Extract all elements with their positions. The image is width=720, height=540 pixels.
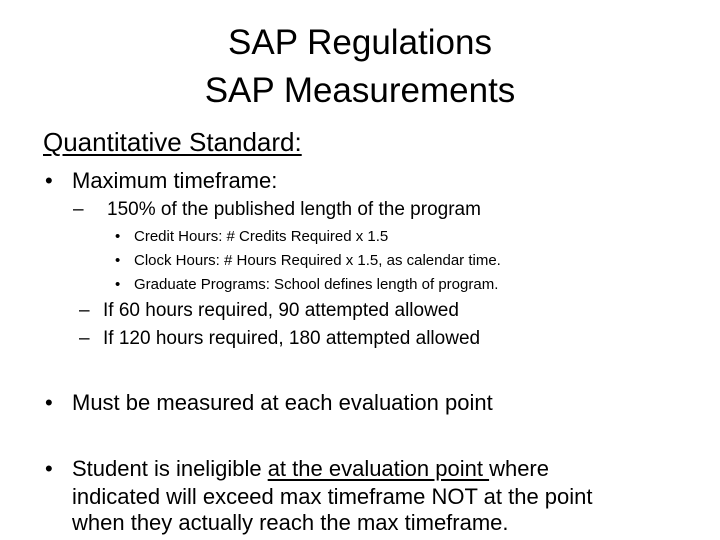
bullet-marker: • (45, 390, 53, 415)
dash-text: 150% of the published length of the program (107, 199, 481, 220)
bullet-text: Must be measured at each evaluation point (72, 390, 493, 415)
bullet-marker: • (115, 252, 121, 269)
sub-bullet-text: Credit Hours: # Credits Required x 1.5 (134, 228, 389, 245)
section-heading: Quantitative Standard: (43, 127, 302, 157)
ineligible-text-part-1: Student is ineligible (72, 456, 268, 481)
dash-text: If 60 hours required, 90 attempted allowed (103, 300, 459, 321)
bullet-text: Maximum timeframe: (72, 168, 278, 193)
bullet-marker: • (115, 228, 121, 245)
sub-bullet-text: Clock Hours: # Hours Required x 1.5, as calendar time. (134, 252, 501, 269)
dash-marker: – (79, 300, 90, 321)
bullet-text-line-3: when they actually reach the max timeframe. (72, 510, 509, 535)
dash-marker: – (79, 328, 90, 349)
dash-text: If 120 hours required, 180 attempted allowed (103, 328, 481, 349)
bullet-marker: • (45, 168, 53, 193)
dash-marker: – (73, 199, 84, 220)
slide-title-line-2: SAP Measurements (204, 71, 516, 110)
bullet-marker: • (45, 456, 53, 481)
ineligible-text-part-2: where (489, 456, 549, 481)
bullet-marker: • (115, 276, 121, 293)
sub-bullet-text: Graduate Programs: School defines length of program. (134, 276, 499, 293)
ineligible-underlined-phrase: at the evaluation point (267, 456, 490, 481)
bullet-text-line-1 (72, 455, 549, 483)
slide-title-line-1: SAP Regulations (228, 23, 492, 62)
bullet-text-line-2: indicated will exceed max timeframe NOT at the point (72, 484, 593, 509)
